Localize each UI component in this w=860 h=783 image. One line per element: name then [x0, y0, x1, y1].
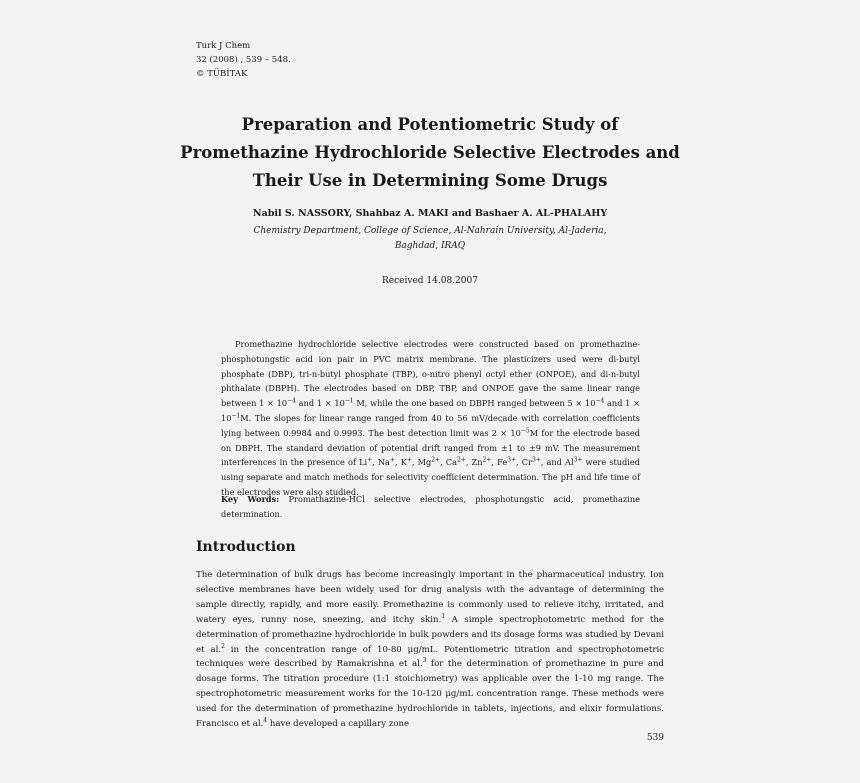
- citation-ref: 3: [422, 657, 427, 665]
- abstract-paragraph: Promethazine hydrochloride selective electrodes were constructed based on promethazine-phosphotungstic acid ion pair in PVC matrix membrane. The plasticizers used were di-butyl phosphate (DBP), tri-n-butyl phosphate (TBP), o-nitro phenyl octyl ether (ONPOE), and di-n-butyl phthalate (DBPH). The electrodes based on DBP, TBP, and ONPOE gave the same linear range between $1 \times 10^{-4}$ and $1 \times 10^{-1}$ M, while the one based on DBPH ranged between $5 \times 10^{-4}$ and $1 \times 10^{-1}M$. The slopes for linear range ranged from 40 to 56 mV/decade with correlation coefficients lying between 0.9984 and 0.9993. The best detection limit was $2 \times 10^{-5}M$ for the electrode based on DBPH. The standard deviation of potential drift ranged from ±1 to ±9 mV. The measurement interferences in the presence of Li+, Na+, K+, $Mg^{2+}$, $Ca^{2+}$, $Zn^{2+}$, $Fe^{3+}$, $Cr^{3+}$, and $Al^{3+}$ were studied using separate and match methods for selectivity coefficient determination. The pH and life time of the electrodes were also studied.: [221, 339, 640, 497]
- authors: Nabil S. NASSORY, Shahbaz A. MAKI and Bashaer A. AL-PHALAHY: [252, 208, 608, 219]
- keywords: [221, 492, 640, 522]
- keywords-label: Key Words:: [221, 494, 280, 504]
- introduction-body: [196, 568, 664, 732]
- paper-title: [160, 111, 700, 195]
- page-number: 539: [646, 733, 664, 743]
- section-heading-introduction: Introduction: [196, 539, 296, 555]
- abstract: [221, 337, 640, 500]
- citation-ref: 1: [441, 612, 446, 620]
- journal-header: [196, 39, 291, 81]
- keywords-text: Promathazine-HCl selective electrodes, phosphotungstic acid, promethazine determination.: [221, 494, 640, 519]
- citation-ref: 2: [221, 642, 225, 650]
- title-line: Preparation and Potentiometric Study of: [241, 115, 619, 134]
- journal-publisher: © TÜBİTAK: [196, 69, 248, 79]
- citation-ref: 4: [263, 717, 268, 725]
- affiliation-line: Chemistry Department, College of Science, Al-Nahrain University, Al-Jaderia,: [253, 226, 607, 236]
- received-date: Received 14.08.2007: [382, 276, 478, 286]
- journal-name: Turk J Chem: [196, 41, 251, 51]
- affiliation: [230, 224, 630, 254]
- title-line: Promethazine Hydrochloride Selective Electrodes and: [180, 143, 680, 162]
- title-line: Their Use in Determining Some Drugs: [252, 171, 608, 190]
- introduction-paragraph: The determination of bulk drugs has become increasingly important in the pharmaceutical industry. Ion selective membranes have been widely used for drug analysis with the advantage of determining the sample directly, rapidly, and more easily. Promethazine is commonly used to relieve itchy, irritated, and watery eyes, runny nose, sneezing, and itchy skin.$^1$ A simple spectrophotometric method for the determination of promethazine hydrochloride in bulk powders and its dosage forms was studied by Devani et al.$^2$ in the concentration range of 10-80 μg/mL. Potentiometric titration and spectrophotometric techniques were described by Ramakrishna et al.$^3$ for the determination of promethazine in pure and dosage forms. The titration procedure (1:1 stoichiometry) was applicable over the 1-10 mg range. The spectrophotometric measurement works for the 10-120 μg/mL concentration range. These methods were used for the determination of promethazine hydrochloride in tablets, injections, and elixir formulations. Francisco et al.$^4$ have developed a capillary zone: [196, 570, 665, 730]
- journal-volume: 32 (2008) , 539 – 548.: [196, 55, 291, 65]
- affiliation-line: Baghdad, IRAQ: [394, 241, 466, 251]
